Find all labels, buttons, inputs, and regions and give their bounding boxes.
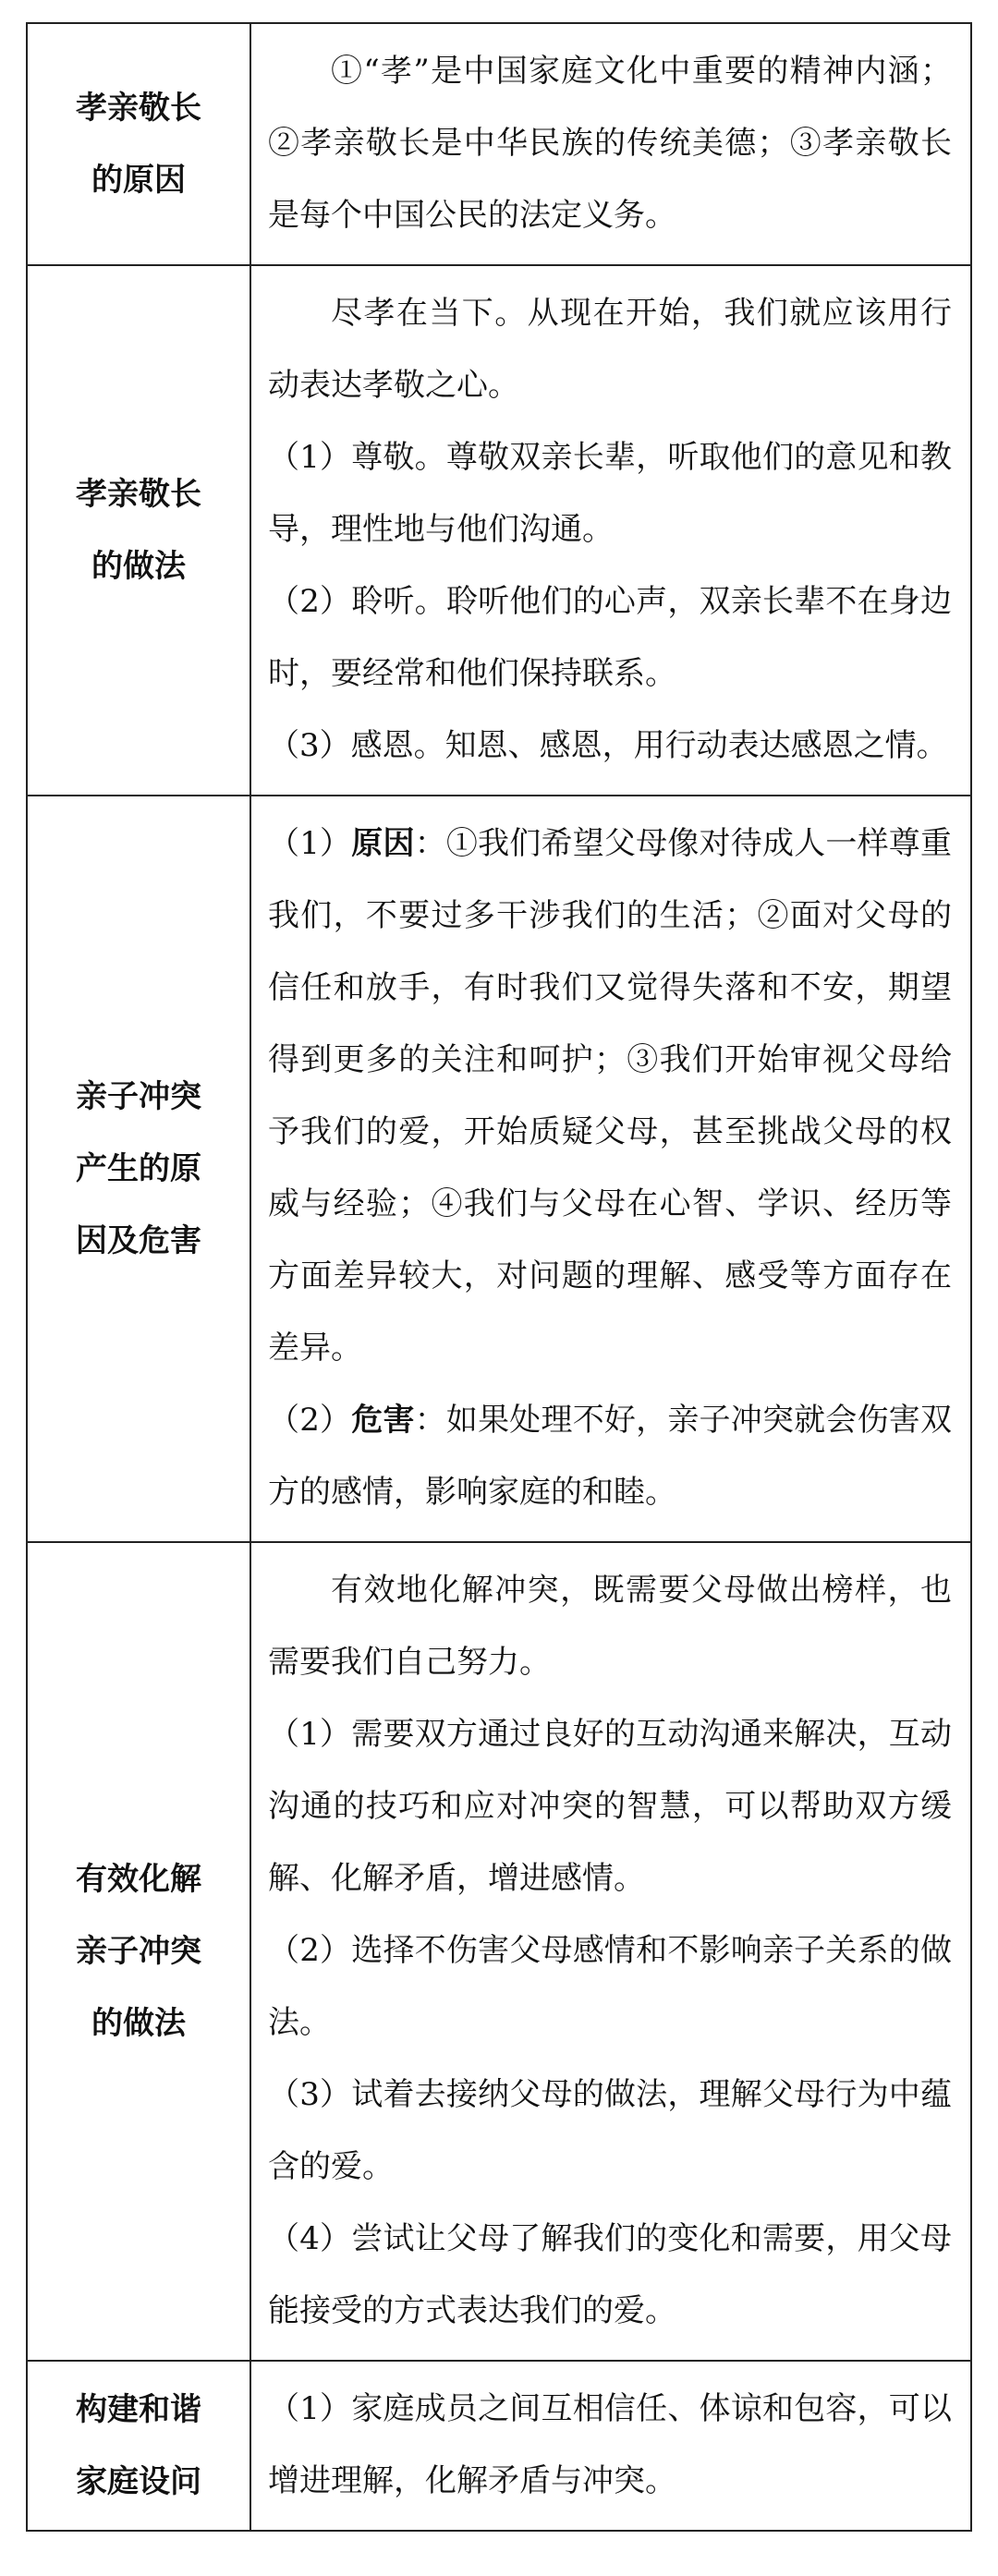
content-paragraph [268, 1384, 952, 1528]
row-label-line: 的原因 [91, 162, 186, 199]
content-paragraph: 尽孝在当下。从现在开始，我们就应该用行动表达孝敬之心。 [268, 295, 952, 404]
keyword-harm: 危害 [351, 1402, 415, 1439]
table-row [27, 265, 971, 796]
row-label-line: 亲子冲突 [76, 1933, 201, 1970]
item-text: ：①我们希望父母像对待成人一样尊重我们，不要过多干涉我们的生活；②面对父母的信任和放手，有时我们又觉得失落和不安，期望得到更多的关注和呵护；③我们开始审视父母给予我们的爱，开始质疑父母，甚至挑战父母的权威与经验；④我们与父母在心智、学识、经历等方面差异较大，对问题的理解、感受等方面存在差异。 [268, 825, 953, 1367]
row-label-line: 的做法 [91, 2005, 186, 2042]
content-paragraph: （1）家庭成员之间互相信任、体谅和包容，可以增进理解，化解矛盾与冲突。 [268, 2390, 952, 2499]
content-paragraph: （2）选择不伤害父母感情和不影响亲子关系的做法。 [268, 1932, 952, 2041]
table-row [27, 796, 971, 1542]
content-paragraph: （1）尊敬。尊敬双亲长辈，听取他们的意见和教导，理性地与他们沟通。 [268, 439, 952, 548]
content-paragraph: 有效地化解冲突，既需要父母做出榜样，也需要我们自己努力。 [268, 1572, 952, 1681]
row-content [250, 23, 971, 265]
notes-sheet [26, 22, 972, 2532]
table-row [27, 23, 971, 265]
row-label-line: 产生的原 [76, 1150, 201, 1187]
content-paragraph: （1）需要双方通过良好的互动沟通来解决，互动沟通的技巧和应对冲突的智慧，可以帮助双方缓解、化解矛盾，增进感情。 [268, 1716, 952, 1897]
row-label [27, 796, 250, 1542]
content-paragraph [268, 808, 952, 1384]
row-label-line: 有效化解 [76, 1861, 201, 1898]
keyword-cause: 原因 [351, 825, 415, 862]
item-prefix: （1） [268, 825, 352, 862]
content-paragraph: ①“孝”是中国家庭文化中重要的精神内涵；②孝亲敬长是中华民族的传统美德；③孝亲敬长是每个中国公民的法定义务。 [268, 53, 952, 234]
row-label-line: 孝亲敬长 [76, 476, 201, 513]
row-label [27, 23, 250, 265]
table-row [27, 2361, 971, 2531]
row-content [250, 265, 971, 796]
row-label-line: 的做法 [91, 548, 186, 585]
row-label-line: 因及危害 [76, 1222, 201, 1259]
row-content [250, 796, 971, 1542]
row-label [27, 2361, 250, 2531]
item-prefix: （2） [268, 1402, 352, 1439]
content-paragraph: （4）尝试让父母了解我们的变化和需要，用父母能接受的方式表达我们的爱。 [268, 2220, 952, 2329]
row-content [250, 1542, 971, 2361]
item-text: ：如果处理不好，亲子冲突就会伤害双方的感情，影响家庭的和睦。 [268, 1402, 953, 1511]
row-label [27, 265, 250, 796]
row-label-line: 亲子冲突 [76, 1078, 201, 1115]
row-label-line: 家庭设问 [76, 2463, 201, 2500]
content-paragraph: （3）试着去接纳父母的做法，理解父母行为中蕴含的爱。 [268, 2076, 952, 2185]
content-paragraph: （3）感恩。知恩、感恩，用行动表达感恩之情。 [268, 727, 948, 764]
row-label [27, 1542, 250, 2361]
content-paragraph: （2）聆听。聆听他们的心声，双亲长辈不在身边时，要经常和他们保持联系。 [268, 583, 952, 692]
table-row [27, 1542, 971, 2361]
row-label-line: 构建和谐 [76, 2391, 201, 2428]
notes-table [26, 22, 972, 2532]
row-content [250, 2361, 971, 2531]
row-label-line: 孝亲敬长 [76, 90, 201, 127]
